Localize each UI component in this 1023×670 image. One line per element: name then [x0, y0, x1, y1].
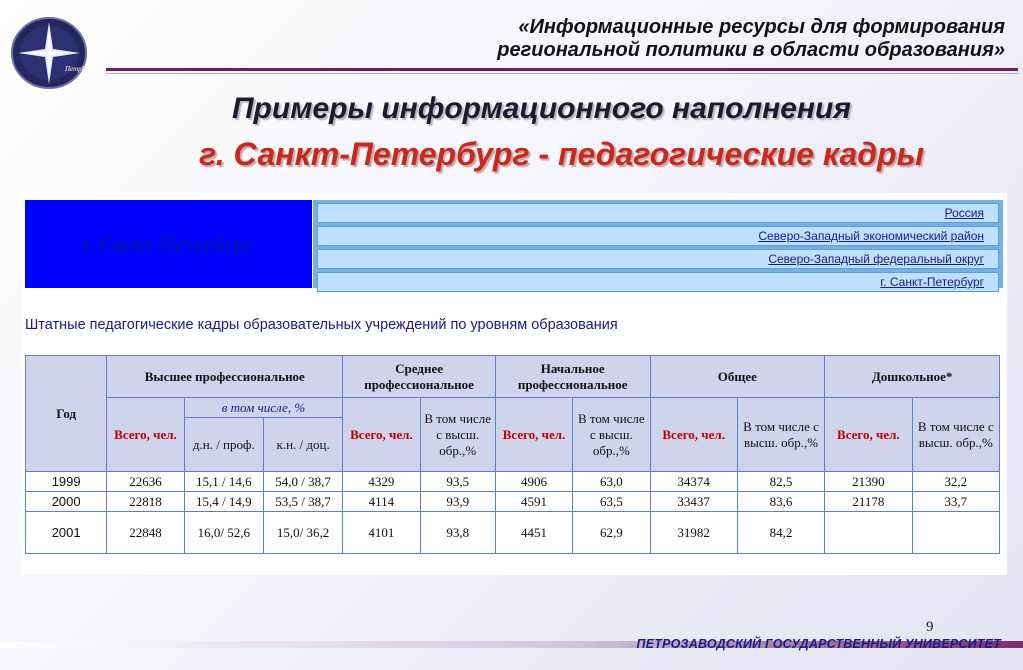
table-cell: 21178: [825, 492, 912, 512]
higher-incl-header: в том числе, %: [184, 398, 343, 418]
primary-total-header: Всего, чел.: [495, 398, 572, 472]
staff-table: [25, 355, 1000, 554]
header-divider: [106, 68, 1018, 71]
table-cell: 22636: [107, 472, 184, 492]
slide-title: Примеры информационного наполнения: [231, 92, 852, 125]
group-preschool: Дошкольное*: [825, 356, 1000, 398]
table-cell: 34374: [650, 472, 737, 492]
secondary-total-header: Всего, чел.: [343, 398, 420, 472]
table-cell: [825, 512, 912, 554]
region-name-box: г. Санкт-Петербург: [25, 200, 312, 288]
table-cell: 32,2: [912, 472, 999, 492]
year-cell: 1999: [26, 472, 107, 492]
region-links-panel: [313, 200, 1003, 288]
link-russia[interactable]: Россия: [317, 203, 999, 223]
table-cell: 22848: [107, 512, 184, 554]
presentation-title-line1: «Информационные ресурсы для формирования: [518, 16, 1005, 38]
link-nw-federal-district[interactable]: Северо-Западный федеральный округ: [317, 249, 999, 269]
slide-subtitle: г. Санкт-Петербург - педагогические кадры: [199, 136, 924, 172]
table-cell: 63,0: [573, 472, 650, 492]
table-cell: 53,5 / 38,7: [263, 492, 342, 512]
embedded-web-page: [21, 193, 1007, 575]
year-cell: 2000: [26, 492, 107, 512]
presentation-title: [305, 16, 1005, 62]
table-cell: 15,1 / 14,6: [184, 472, 263, 492]
secondary-pct-header: В том числе с высш. обр.,%: [420, 398, 495, 472]
group-higher: Высшее профессиональное: [107, 356, 343, 398]
table-cell: 63,5: [573, 492, 650, 512]
table-cell: 15,0/ 36,2: [263, 512, 342, 554]
table-cell: 4906: [495, 472, 572, 492]
group-primary: Начальное профессиональное: [495, 356, 650, 398]
table-cell: 21390: [825, 472, 912, 492]
header-divider-thin: [106, 73, 1018, 74]
group-general: Общее: [650, 356, 825, 398]
table-cell: 4451: [495, 512, 572, 554]
table-cell: 31982: [650, 512, 737, 554]
group-secondary: Среднее профессиональное: [343, 356, 496, 398]
table-row: [26, 472, 1000, 492]
table-cell: 93,8: [420, 512, 495, 554]
higher-kn-header: к.н. / доц.: [263, 418, 342, 472]
table-cell: 54,0 / 38,7: [263, 472, 342, 492]
table-cell: 83,6: [737, 492, 824, 512]
general-pct-header: В том числе с высш. обр.,%: [737, 398, 824, 472]
table-cell: 22818: [107, 492, 184, 512]
table-cell: 33,7: [912, 492, 999, 512]
table-row: [26, 492, 1000, 512]
higher-dn-header: д.н. / проф.: [184, 418, 263, 472]
section-title: Штатные педагогические кадры образовательных учреждений по уровням образования: [25, 317, 618, 333]
year-cell: 2001: [26, 512, 107, 554]
logo-text: ПетрГУ: [65, 65, 88, 73]
university-logo: [10, 16, 88, 90]
table-cell: 93,5: [420, 472, 495, 492]
table-cell: 4329: [343, 472, 420, 492]
preschool-pct-header: В том числе с высш. обр.,%: [912, 398, 999, 472]
preschool-total-header: Всего, чел.: [825, 398, 912, 472]
table-cell: 4591: [495, 492, 572, 512]
general-total-header: Всего, чел.: [650, 398, 737, 472]
year-header: Год: [26, 356, 107, 472]
table-cell: 82,5: [737, 472, 824, 492]
table-cell: [912, 512, 999, 554]
table-cell: 4101: [343, 512, 420, 554]
table-cell: 62,9: [573, 512, 650, 554]
footer-university: ПЕТРОЗАВОДСКИЙ ГОСУДАРСТВЕННЫЙ УНИВЕРСИТЕТ: [636, 637, 1001, 651]
primary-pct-header: В том числе с высш. обр.,%: [573, 398, 650, 472]
table-cell: 93,9: [420, 492, 495, 512]
table-cell: 15,4 / 14,9: [184, 492, 263, 512]
link-nw-economic-region[interactable]: Северо-Западный экономический район: [317, 226, 999, 246]
table-cell: 33437: [650, 492, 737, 512]
table-cell: 84,2: [737, 512, 824, 554]
higher-total-header: Всего, чел.: [107, 398, 184, 472]
table-cell: 4114: [343, 492, 420, 512]
table-cell: 16,0/ 52,6: [184, 512, 263, 554]
presentation-title-line2: региональной политики в области образования»: [497, 39, 1005, 61]
link-saint-petersburg[interactable]: г. Санкт-Петербург: [317, 272, 999, 292]
page-number: 9: [926, 619, 934, 635]
table-row: [26, 512, 1000, 554]
